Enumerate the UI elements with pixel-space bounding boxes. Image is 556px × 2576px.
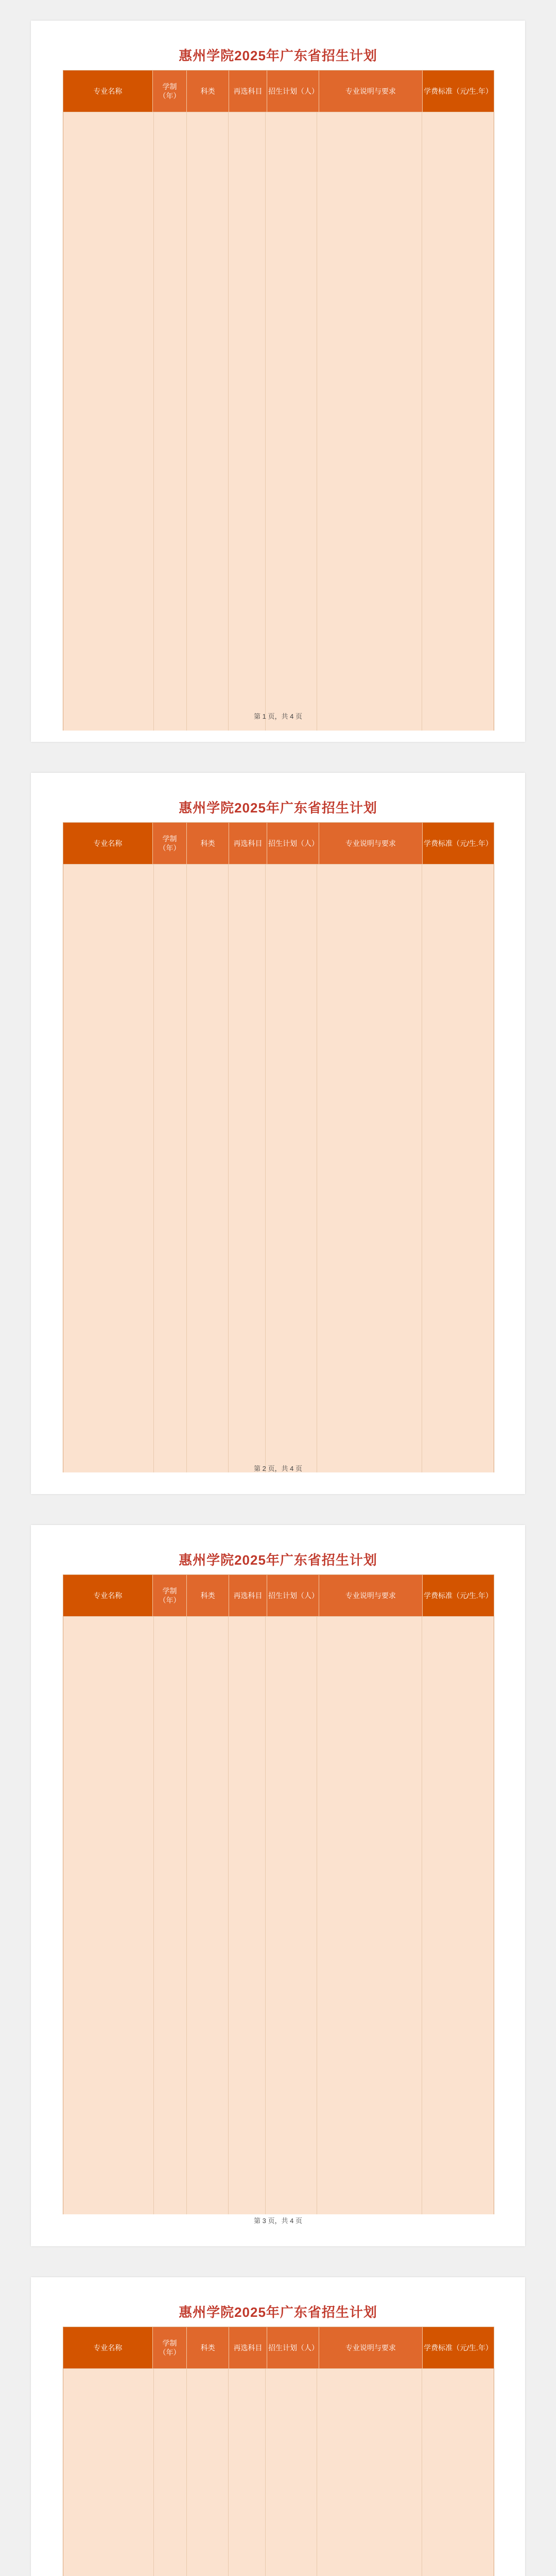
- page-footer: 第 1 页，共 4 页: [254, 713, 302, 720]
- header-reselect: 再选科目: [229, 2327, 267, 2368]
- table-header: [63, 2327, 494, 2368]
- page-1: [31, 21, 525, 742]
- page-title: 惠州学院2025年广东省招生计划: [179, 800, 377, 816]
- plan-table: [63, 2327, 494, 2576]
- plan-table: [63, 1574, 494, 2214]
- table-row: [63, 2368, 494, 2576]
- header-years: 学制（年）: [153, 71, 187, 112]
- header-notes: 专业说明与要求: [319, 1575, 423, 1616]
- header-reselect: 再选科目: [229, 823, 267, 864]
- header-notes: 专业说明与要求: [319, 823, 423, 864]
- header-major: 专业名称: [63, 71, 153, 112]
- header-major: 专业名称: [63, 1575, 153, 1616]
- table-rows: [63, 2368, 494, 2576]
- header-plan: 招生计划（人）: [267, 2327, 319, 2368]
- header-plan: 招生计划（人）: [267, 1575, 319, 1616]
- table-row: [63, 864, 494, 1472]
- header-subject: 科类: [187, 1575, 229, 1616]
- table-rows: [63, 864, 494, 1472]
- page-3: [31, 1525, 525, 2246]
- header-subject: 科类: [187, 2327, 229, 2368]
- header-subject: 科类: [187, 71, 229, 112]
- header-plan: 招生计划（人）: [267, 823, 319, 864]
- page-footer: 第 3 页，共 4 页: [254, 2217, 302, 2225]
- header-major: 专业名称: [63, 823, 153, 864]
- table-row: [63, 1616, 494, 2214]
- table-rows: [63, 1616, 494, 2214]
- header-years: 学制（年）: [153, 2327, 187, 2368]
- header-notes: 专业说明与要求: [319, 2327, 423, 2368]
- header-subject: 科类: [187, 823, 229, 864]
- table-row: [63, 112, 494, 731]
- page-2: [31, 773, 525, 1494]
- header-reselect: 再选科目: [229, 1575, 267, 1616]
- page-footer: 第 2 页，共 4 页: [254, 1465, 302, 1472]
- header-fee: 学费标准（元/生.年）: [423, 823, 494, 864]
- table-header: [63, 823, 494, 864]
- table-header: [63, 1575, 494, 1616]
- page-title: 惠州学院2025年广东省招生计划: [179, 48, 377, 63]
- page-4: [31, 2277, 525, 2576]
- header-reselect: 再选科目: [229, 71, 267, 112]
- page-title: 惠州学院2025年广东省招生计划: [179, 1552, 377, 1568]
- header-years: 学制（年）: [153, 1575, 187, 1616]
- header-years: 学制（年）: [153, 823, 187, 864]
- header-plan: 招生计划（人）: [267, 71, 319, 112]
- header-notes: 专业说明与要求: [319, 71, 423, 112]
- header-fee: 学费标准（元/生.年）: [423, 2327, 494, 2368]
- page-title: 惠州学院2025年广东省招生计划: [179, 2304, 377, 2320]
- header-major: 专业名称: [63, 2327, 153, 2368]
- table-rows: [63, 112, 494, 730]
- header-fee: 学费标准（元/生.年）: [423, 1575, 494, 1616]
- plan-table: [63, 822, 494, 1472]
- table-header: [63, 71, 494, 112]
- header-fee: 学费标准（元/生.年）: [423, 71, 494, 112]
- plan-table: [63, 70, 494, 731]
